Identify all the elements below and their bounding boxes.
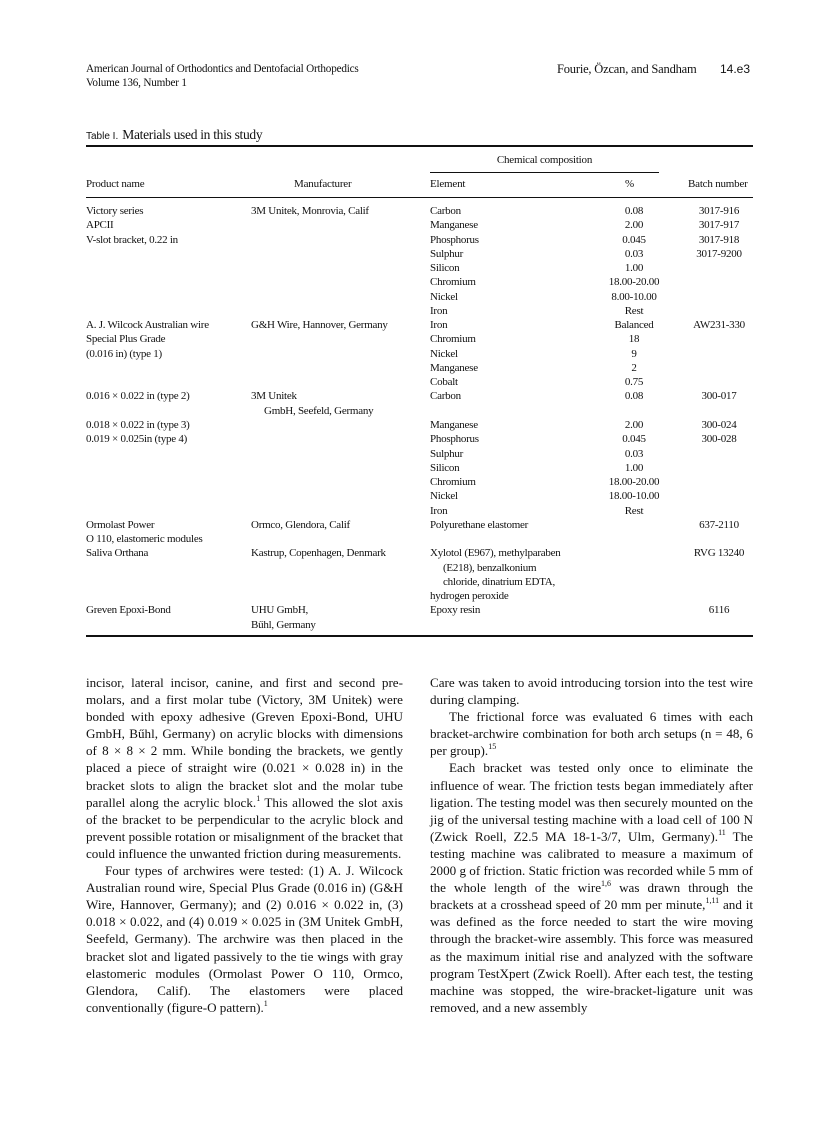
table-row	[0, 418, 838, 432]
element-cell: Sulphur	[430, 247, 464, 260]
element-cell: Cobalt	[430, 376, 458, 389]
paragraph	[86, 862, 403, 1016]
product-cell: Ormolast Power	[86, 518, 155, 531]
element-cell: Phosphorus	[430, 233, 479, 246]
percent-cell: Rest	[624, 304, 644, 317]
product-cell: O 110, elastomeric modules	[86, 533, 203, 546]
table-row	[0, 332, 838, 346]
batch-cell: 637-2110	[699, 518, 739, 531]
batch-cell: 3017-916	[698, 205, 740, 217]
product-cell: 0.019 × 0.025in (type 4)	[86, 433, 188, 446]
element-cell: Nickel	[430, 347, 458, 360]
percent-cell: 9	[631, 347, 637, 360]
manufacturer-cell: Ormco, Glendora, Calif	[251, 518, 350, 531]
text-run: incisor, lateral incisor, canine, and first and second premolars, and a first molar tube (Victory, 3M Unitek) were bonded with epoxy adhesive (Greven Epoxi-Bond, UHU GmbH, Bűhl, Germany) on acrylic blocks with dimensions of 8 × 8 × 2 mm. While bonding the brackets, we gently placed a piece of straight wire (0.021 × 0.028 in) in the bracket slots to align the bracket slot and the molar tube parallel along the acrylic block.	[86, 675, 403, 810]
paragraph	[430, 674, 753, 708]
percent-cell: 8.00-10.00	[611, 290, 657, 303]
percent-cell: 18.00-20.00	[608, 476, 660, 489]
table-row	[0, 603, 838, 617]
table-row	[0, 518, 838, 532]
element-cell: Polyurethane elastomer	[430, 518, 529, 531]
element-cell: Manganese	[430, 361, 478, 374]
product-cell: V-slot bracket, 0.22 in	[86, 233, 178, 246]
chemical-composition-header: Chemical composition	[496, 154, 593, 166]
col-batch-number: Batch number	[688, 178, 748, 190]
paragraph	[430, 759, 753, 1015]
table-body	[0, 204, 838, 632]
manufacturer-cell: 3M Unitek, Monrovia, Calif	[251, 205, 369, 217]
table-row	[0, 247, 838, 261]
percent-cell: 18	[628, 333, 640, 346]
element-cell: Iron	[430, 304, 448, 317]
percent-cell: 0.045	[622, 233, 646, 246]
element-cell: Silicon	[430, 262, 460, 275]
text-run: The testing machine was calibrated to measure a maximum of 2000 g of friction. Static friction was recorded while 5 mm of the whole length of the wire	[430, 828, 753, 896]
table-caption	[86, 126, 262, 144]
table-row	[0, 389, 838, 403]
batch-cell: AW231-330	[693, 319, 745, 332]
text-run: and it was defined as the force needed to start the wire moving through the bracket-wire assembly. This force was measured as the maximum initial rise and analyzed with the software program TestXpert (Zwick Roell). After each test, the testing machine was stopped, the wire-bracket-ligature unit was removed, and a new assembly	[430, 897, 753, 1015]
table-row	[0, 233, 838, 247]
element-cell: Epoxy resin	[430, 604, 481, 617]
group-rule	[430, 172, 659, 173]
element-cell: Nickel	[430, 490, 458, 503]
element-cell: Carbon	[430, 390, 461, 403]
col-product-name: Product name	[86, 178, 145, 190]
element-cell: Sulphur	[430, 447, 464, 460]
batch-cell: RVG 13240	[693, 547, 745, 560]
batch-cell: 300-028	[701, 433, 737, 446]
citation-superscript: 1	[263, 998, 268, 1008]
table-row	[0, 532, 838, 546]
body-column-right	[430, 674, 753, 1016]
citation-superscript: 15	[488, 742, 497, 752]
table-row	[0, 347, 838, 361]
product-cell: Saliva Orthana	[86, 547, 149, 560]
manufacturer-cell: 3M Unitek	[251, 390, 297, 403]
element-cell: hydrogen peroxide	[430, 590, 509, 603]
element-cell: Carbon	[430, 205, 461, 217]
percent-cell: Rest	[624, 504, 644, 517]
table-row	[0, 261, 838, 275]
table-title: Materials used in this study	[122, 127, 263, 142]
product-cell: 0.018 × 0.022 in (type 3)	[86, 418, 190, 431]
table-row	[0, 489, 838, 503]
element-cell: chloride, dinatrium EDTA,	[443, 575, 556, 588]
percent-cell: 0.75	[624, 376, 644, 389]
table-top-rule	[86, 145, 753, 147]
percent-cell: 18.00-10.00	[608, 490, 660, 503]
element-cell: Chromium	[430, 333, 476, 346]
journal-volume: Volume 136, Number 1	[86, 77, 187, 89]
percent-cell: 0.03	[624, 247, 644, 260]
percent-cell: 2.00	[624, 219, 644, 232]
manufacturer-cell: Kastrup, Copenhagen, Denmark	[251, 547, 386, 560]
citation-superscript: 1	[256, 793, 261, 803]
element-cell: Manganese	[430, 219, 478, 232]
text-run: Four types of archwires were tested: (1) A. J. Wilcock Australian round wire, Special Plus Grade (0.016 in) (G&H Wire, Hannover, Germany); and (2) 0.016 × 0.022 in, (3) 0.018 × 0.022, and (4) 0.019 × 0.025 in (3M Unitek GmbH, Seefeld, Germany). The archwire was then placed in the bracket slot and ligated passively to the tie wings with gray elastomeric modules (Ormolast Power O 110, Ormco, Glendora, Calif). The elastomers were placed conventionally (figure-O pattern).	[86, 863, 403, 1015]
element-cell: Manganese	[430, 418, 478, 431]
product-cell: 0.016 × 0.022 in (type 2)	[86, 390, 190, 403]
element-cell: Xylotol (E967), methylparaben	[430, 547, 561, 560]
batch-cell: 3017-917	[698, 219, 740, 232]
table-row	[0, 275, 838, 289]
element-cell: Iron	[430, 504, 448, 517]
percent-cell: 2.00	[624, 418, 644, 431]
element-cell: Chromium	[430, 276, 476, 289]
percent-cell: 1.00	[624, 262, 644, 275]
table-row	[0, 361, 838, 375]
product-cell: A. J. Wilcock Australian wire	[86, 319, 209, 332]
table-row	[0, 546, 838, 560]
element-cell: Iron	[430, 319, 448, 332]
table-row	[0, 461, 838, 475]
text-run: Care was taken to avoid introducing torsion into the test wire during clamping.	[430, 675, 753, 708]
batch-cell: 3017-918	[698, 233, 740, 246]
percent-cell: 18.00-20.00	[608, 276, 660, 289]
body-column-left	[86, 674, 403, 1016]
manufacturer-cell: GmbH, Seefeld, Germany	[264, 404, 374, 417]
batch-cell: 300-024	[701, 418, 737, 431]
table-row	[0, 504, 838, 518]
product-cell: APCII	[86, 219, 114, 232]
percent-cell: 0.08	[624, 390, 644, 403]
text-run: Each bracket was tested only once to eliminate the influence of wear. The friction tests began immediately after ligation. The testing model was then securely mounted on the jig of the universal testing machine with a load cell of 100 N (Zwick Roell, Z2.5 MA 18-1-3/7, Ulm, Germany).	[430, 760, 753, 844]
element-cell: Silicon	[430, 461, 460, 474]
product-cell: Victory series	[86, 205, 144, 217]
table-row	[0, 375, 838, 389]
text-run: was drawn through the brackets at a crosshead speed of 20 mm per minute,	[430, 880, 753, 913]
col-element: Element	[430, 178, 466, 190]
citation-superscript: 1,11	[705, 896, 720, 906]
percent-cell: 0.08	[624, 205, 644, 217]
table-row	[0, 218, 838, 232]
table-row	[0, 432, 838, 446]
table-row	[0, 290, 838, 304]
table-label: Table I.	[86, 131, 119, 142]
journal-name: American Journal of Orthodontics and Dentofacial Orthopedics	[86, 63, 359, 75]
table-row	[0, 575, 838, 589]
text-run: This allowed the slot axis of the bracket to be perpendicular to the acrylic block and prevent possible rotation or misalignment of the bracket that could influence the unwanted friction during measurements.	[86, 794, 403, 861]
element-cell: Phosphorus	[430, 433, 479, 446]
percent-cell: 0.045	[622, 433, 646, 446]
table-row	[0, 475, 838, 489]
page-number: 14.e3	[720, 62, 751, 76]
percent-cell: Balanced	[614, 319, 654, 332]
manufacturer-cell: UHU GmbH,	[251, 604, 309, 617]
percent-cell: 0.03	[624, 447, 644, 460]
batch-cell: 6116	[708, 604, 730, 617]
col-manufacturer: Manufacturer	[294, 178, 352, 190]
batch-cell: 300-017	[701, 390, 737, 403]
table-row	[0, 204, 838, 218]
table-row	[0, 589, 838, 603]
table-row	[0, 447, 838, 461]
running-authors: Fourie, Özcan, and Sandham	[557, 62, 697, 76]
table-bottom-rule	[86, 635, 753, 637]
paragraph	[430, 708, 753, 759]
paragraph	[86, 674, 403, 862]
element-cell: Nickel	[430, 290, 458, 303]
batch-cell: 3017-9200	[696, 247, 742, 260]
product-cell: Greven Epoxi-Bond	[86, 604, 171, 617]
manufacturer-cell: G&H Wire, Hannover, Germany	[251, 319, 388, 332]
table-row	[0, 561, 838, 575]
percent-cell: 1.00	[624, 461, 644, 474]
manufacturer-cell: Bűhl, Germany	[251, 618, 316, 631]
element-cell: (E218), benzalkonium	[443, 561, 537, 574]
table-row	[0, 318, 838, 332]
product-cell: Special Plus Grade	[86, 333, 166, 346]
citation-superscript: 11	[718, 827, 726, 837]
table-row	[0, 404, 838, 418]
percent-cell: 2	[631, 361, 637, 374]
product-cell: (0.016 in) (type 1)	[86, 347, 162, 360]
table-row	[0, 618, 838, 632]
header-rule	[86, 197, 753, 198]
citation-superscript: 1,6	[601, 879, 612, 889]
text-run: The frictional force was evaluated 6 times with each bracket-archwire combination for both arch setups (n = 48, 6 per group).	[430, 709, 753, 759]
col-percent: %	[625, 178, 634, 190]
element-cell: Chromium	[430, 476, 476, 489]
table-row	[0, 304, 838, 318]
